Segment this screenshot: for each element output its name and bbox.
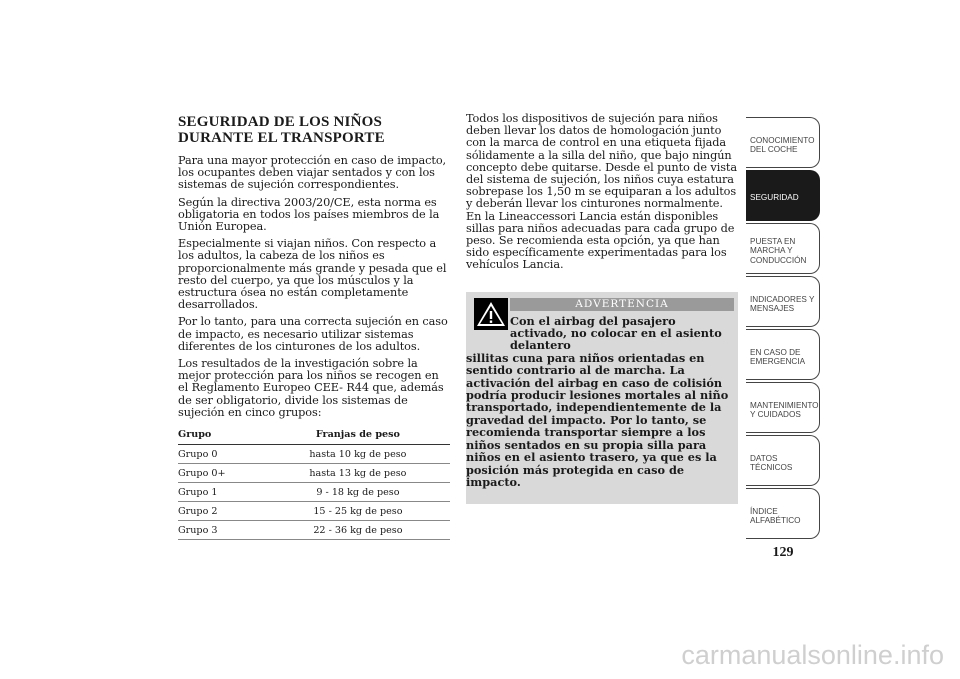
table-cell: 15 - 25 kg de peso [270, 502, 450, 521]
tab-puesta-en-marcha[interactable]: PUESTA EN MARCHA Y CONDUCCIÓN [746, 223, 820, 274]
right-column [466, 113, 738, 504]
table-cell: Grupo 0 [178, 445, 270, 464]
header-weight: Franjas de peso [270, 424, 450, 445]
paragraph: Por lo tanto, para una correcta sujeción en caso de impacto, es necesario utilizar sistemas diferentes de los cinturones de los adultos. [178, 315, 448, 353]
tab-indicadores[interactable]: INDICADORES Y MENSAJES [746, 276, 820, 327]
chapter-sidebar [746, 117, 820, 541]
table-cell: Grupo 0+ [178, 464, 270, 483]
header-group: Grupo [178, 424, 270, 445]
tab-emergencia[interactable]: EN CASO DE EMERGENCIA [746, 329, 820, 380]
paragraph: Todos los dispositivos de sujeción para niños deben llevar los datos de homologación junto con la marca de control en una etiqueta fijada sólidamente a la silla del niño, que bajo ningún concepto debe quitarse. Desde el punto de vista del sistema de sujeción, los niños cuya estatura sobrepase los 1,50 m se equiparan a los adultos y deberán llevar los cinturones normalmente. En la Lineaccessori Lancia están disponibles sillas para niños adecuadas para cada grupo de peso. Se recomienda esta opción, ya que han sido específicamente experimentadas para los vehículos Lancia. [466, 112, 737, 272]
table-row [178, 483, 450, 502]
warning-lead: Con el airbag del pasajero activado, no colocar en el asiento delantero [510, 313, 722, 353]
paragraph: Para una mayor protección en caso de impacto, los ocupantes deben viajar sentados y con los sistemas de sujeción correspondientes. [178, 154, 447, 192]
warning-box [466, 292, 738, 505]
warning-body: sillitas cuna para niños orientadas en sentido contrario al de marcha. La activación del airbag en caso de colisión podría producir lesiones mortales al niño transportado, independientemente de la gravedad del impacto. Por lo tanto, se recomienda transportar siempre a los niños sentados en su propia silla para niños en el asiento trasero, ya que es la posición más protegida en caso de impacto. [466, 350, 729, 489]
watermark: carmanualsonline.info [681, 640, 944, 670]
table-cell: 22 - 36 kg de peso [270, 521, 450, 540]
table-cell: hasta 10 kg de peso [270, 445, 450, 464]
page-number: 129 [772, 545, 794, 560]
warning-triangle-icon [474, 298, 508, 330]
warning-text [466, 311, 738, 489]
table-header-row [178, 424, 450, 445]
paragraph: Especialmente si viajan niños. Con respecto a los adultos, la cabeza de los niños es proporcionalmente más grande y pesada que el resto del cuerpo, ya que los músculos y la estructura ósea no están completamente desarrollados. [178, 237, 447, 312]
section-heading: SEGURIDAD DE LOS NIÑOS DURANTE EL TRANSPORTE [178, 114, 385, 146]
tab-conocimiento-del-coche[interactable]: CONOCIMIENTO DEL COCHE [746, 117, 820, 168]
table-cell: hasta 13 kg de peso [270, 464, 450, 483]
paragraph: Los resultados de la investigación sobre la mejor protección para los niños se recogen en el Reglamento Europeo CEE- R44 que, además de ser obligatorio, divide los sistemas de sujeción en cinco grupos: [178, 357, 444, 419]
table-row [178, 464, 450, 483]
table-row [178, 502, 450, 521]
warning-title: ADVERTENCIA [510, 298, 734, 311]
tab-mantenimiento[interactable]: MANTENIMIENTO Y CUIDADOS [746, 382, 820, 433]
tab-indice-alfabetico[interactable]: ÍNDICE ALFABÉTICO [746, 488, 820, 539]
table-row [178, 521, 450, 540]
table-cell: Grupo 3 [178, 521, 270, 540]
table-row [178, 445, 450, 464]
tab-datos-tecnicos[interactable]: DATOS TÉCNICOS [746, 435, 820, 486]
left-column [178, 114, 450, 540]
weight-groups-table [178, 424, 450, 540]
table-cell: Grupo 2 [178, 502, 270, 521]
table-cell: 9 - 18 kg de peso [270, 483, 450, 502]
paragraph: Según la directiva 2003/20/CE, esta norma es obligatoria en todos los países miembros de la Unión Europea. [178, 195, 440, 234]
table-cell: Grupo 1 [178, 483, 270, 502]
tab-seguridad[interactable]: SEGURIDAD [746, 170, 820, 221]
